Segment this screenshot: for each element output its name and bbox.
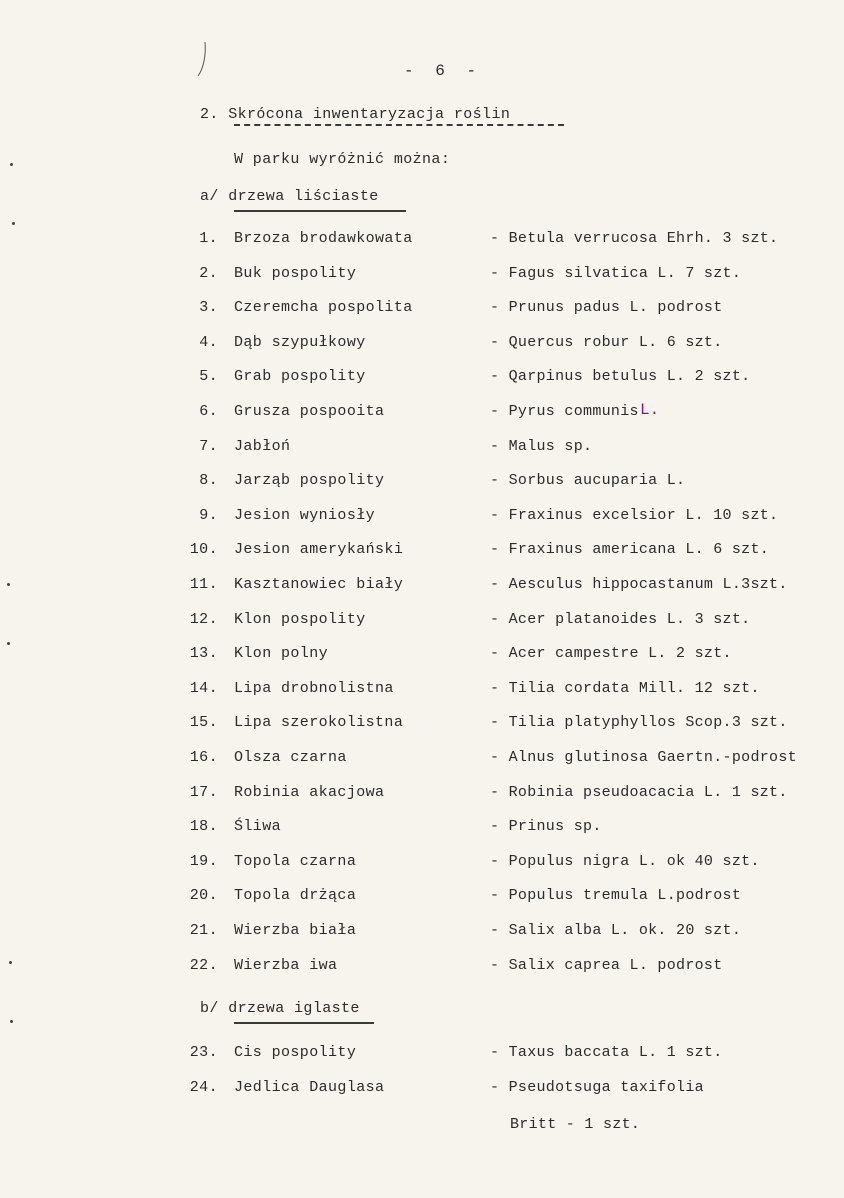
- margin-hole-dot: [7, 583, 10, 586]
- subsection-heading-underline: [234, 210, 406, 212]
- list-item-latin-name: - Betula verrucosa Ehrh. 3 szt.: [490, 230, 779, 247]
- list-item-number: 13.: [189, 645, 218, 663]
- list-item-latin-name: - Alnus glutinosa Gaertn.-podrost: [490, 749, 797, 766]
- list-item-common-name: Lipa szerokolistna: [234, 714, 404, 732]
- list-item-number: 1.: [199, 230, 218, 247]
- list-item-latin-name: - Acer campestre L. 2 szt.: [490, 645, 732, 663]
- list-item-latin-name: - Salix caprea L. podrost: [490, 956, 723, 974]
- list-item-common-name: Jesion wyniosły: [234, 506, 376, 524]
- list-item-number: 16.: [189, 749, 218, 766]
- margin-hole-dot: [7, 642, 10, 645]
- page-number: - 6 -: [404, 62, 483, 80]
- list-item-number: 8.: [199, 472, 218, 490]
- list-item-number: 11.: [189, 576, 218, 593]
- subsection-heading-coniferous: b/ drzewa iglaste: [200, 1000, 360, 1017]
- list-item-latin-name: - Pyrus communis: [490, 403, 639, 420]
- list-item-number: 24.: [189, 1078, 218, 1096]
- list-item-common-name: Jesion amerykański: [234, 541, 404, 559]
- list-item-common-name: Klon polny: [234, 645, 329, 663]
- list-item-common-name: Buk pospolity: [234, 264, 357, 282]
- list-item-latin-name: - Taxus baccata L. 1 szt.: [490, 1044, 723, 1061]
- margin-hole-dot: [9, 961, 12, 964]
- list-item-latin-name: - Salix alba L. ok. 20 szt.: [490, 922, 742, 939]
- list-item-number: 2.: [199, 264, 218, 282]
- list-item-common-name: Dąb szypułkowy: [234, 333, 366, 351]
- list-item-common-name: Klon pospolity: [234, 610, 366, 628]
- list-item-number: 3.: [199, 299, 218, 317]
- list-item-common-name: Jedlica Dauglasa: [234, 1078, 385, 1096]
- list-item-common-name: Topola czarna: [234, 852, 357, 870]
- list-item-number: 17.: [189, 783, 218, 801]
- list-item-number: 23.: [189, 1044, 218, 1061]
- list-item-common-name: Wierzba iwa: [234, 956, 338, 974]
- list-item-latin-name: - Pseudotsuga taxifolia: [490, 1078, 704, 1096]
- list-item-latin-name: - Quercus robur L. 6 szt.: [490, 333, 723, 351]
- list-item-common-name: Cis pospolity: [234, 1044, 357, 1061]
- list-item-latin-name: - Sorbus aucuparia L.: [490, 472, 686, 490]
- list-item-common-name: Lipa drobnolistna: [234, 679, 394, 697]
- list-item-number: 5.: [199, 368, 218, 386]
- list-item-number: 15.: [189, 714, 218, 732]
- list-item-common-name: Topola drżąca: [234, 887, 357, 905]
- handwritten-correction-mark: L.: [640, 401, 660, 419]
- list-item-number: 12.: [189, 610, 218, 628]
- list-item-latin-name: - Populus tremula L.podrost: [490, 887, 742, 905]
- list-item-continuation: Britt - 1 szt.: [510, 1116, 641, 1133]
- margin-hole-dot: [12, 222, 15, 225]
- list-item-number: 21.: [189, 922, 218, 939]
- subsection-heading-underline: [234, 1022, 374, 1024]
- list-item-latin-name: - Qarpinus betulus L. 2 szt.: [490, 368, 751, 386]
- section-title: 2. Skrócona inwentaryzacja roślin: [200, 106, 511, 123]
- pen-stroke-mark: [196, 40, 210, 80]
- list-item-common-name: Brzoza brodawkowata: [234, 230, 413, 247]
- list-item-number: 19.: [189, 852, 218, 870]
- subsection-heading-deciduous: a/ drzewa liściaste: [200, 188, 379, 205]
- list-item-latin-name: - Populus nigra L. ok 40 szt.: [490, 852, 760, 870]
- list-item-number: 6.: [199, 403, 218, 420]
- list-item-latin-name: - Acer platanoides L. 3 szt.: [490, 610, 751, 628]
- list-item-latin-name: - Aesculus hippocastanum L.3szt.: [490, 576, 788, 593]
- list-item-number: 22.: [189, 956, 218, 974]
- list-item-common-name: Kasztanowiec biały: [234, 576, 404, 593]
- list-item-common-name: Grusza pospooita: [234, 403, 385, 420]
- list-item-common-name: Czeremcha pospolita: [234, 299, 413, 317]
- list-item-latin-name: - Fraxinus excelsior L. 10 szt.: [490, 506, 779, 524]
- list-item-common-name: Śliwa: [234, 818, 282, 836]
- margin-hole-dot: [10, 1020, 13, 1023]
- list-item-common-name: Jabłoń: [234, 437, 291, 455]
- list-item-latin-name: - Fraxinus americana L. 6 szt.: [490, 541, 770, 559]
- list-item-common-name: Wierzba biała: [234, 922, 357, 939]
- list-item-common-name: Robinia akacjowa: [234, 783, 385, 801]
- list-item-common-name: Jarząb pospolity: [234, 472, 385, 490]
- list-item-common-name: Grab pospolity: [234, 368, 366, 386]
- list-item-latin-name: - Prunus padus L. podrost: [490, 299, 723, 317]
- list-item-number: 10.: [189, 541, 218, 559]
- list-item-latin-name: - Robinia pseudoacacia L. 1 szt.: [490, 783, 788, 801]
- list-item-latin-name: - Prinus sp.: [490, 818, 602, 836]
- list-item-number: 14.: [189, 679, 218, 697]
- list-item-latin-name: - Fagus silvatica L. 7 szt.: [490, 264, 742, 282]
- list-item-number: 18.: [189, 818, 218, 836]
- list-item-number: 9.: [199, 506, 218, 524]
- section-title-dashed-underline: [234, 124, 564, 126]
- list-item-latin-name: - Tilia cordata Mill. 12 szt.: [490, 679, 760, 697]
- margin-hole-dot: [10, 163, 13, 166]
- list-item-number: 4.: [199, 333, 218, 351]
- list-item-latin-name: - Tilia platyphyllos Scop.3 szt.: [490, 714, 788, 732]
- list-item-latin-name: - Malus sp.: [490, 437, 593, 455]
- list-item-number: 20.: [189, 887, 218, 905]
- intro-text: W parku wyróżnić można:: [234, 151, 451, 168]
- list-item-number: 7.: [199, 437, 218, 455]
- list-item-common-name: Olsza czarna: [234, 749, 347, 766]
